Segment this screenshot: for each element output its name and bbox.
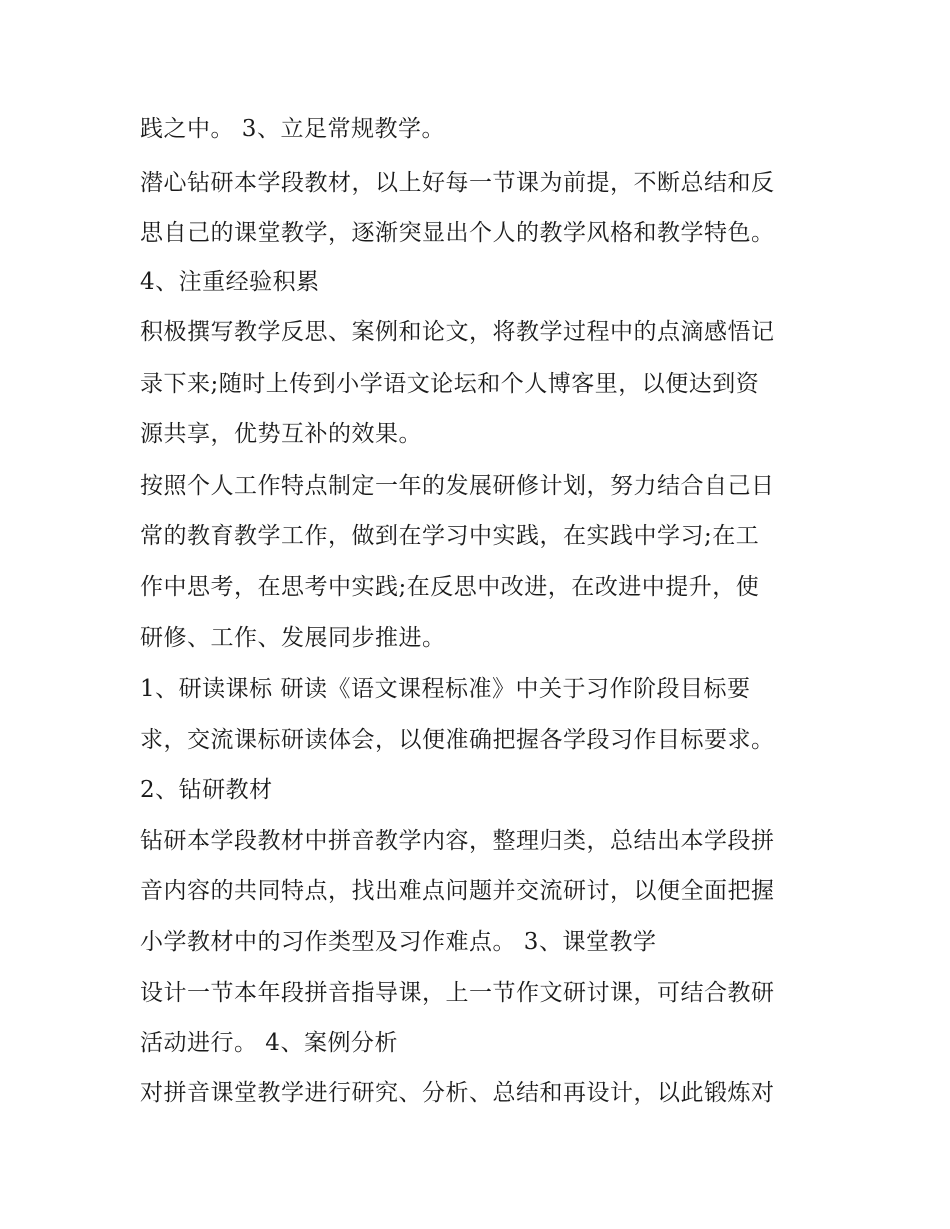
text-line: 积极撰写教学反思、案例和论文，将教学过程中的点滴感悟记 <box>140 319 775 345</box>
text-line: 研修、工作、发展同步推进。 <box>140 625 446 651</box>
text-line: 对拼音课堂教学进行研究、分析、总结和再设计，以此锻炼对 <box>140 1080 775 1106</box>
text-line: 源共享，优势互补的效果。 <box>140 421 422 447</box>
text-line: 音内容的共同特点，找出难点问题并交流研讨，以便全面把握 <box>140 878 775 904</box>
section-heading: 2、钻研教材 <box>140 777 273 803</box>
text-line: 践之中。 3、立足常规教学。 <box>140 116 445 142</box>
text-line: 作中思考，在思考中实践;在反思中改进，在改进中提升，使 <box>140 574 760 600</box>
text-line: 设计一节本年段拼音指导课，上一节作文研讨课，可结合教研 <box>140 980 775 1006</box>
text-line: 求，交流课标研读体会，以便准确把握各学段习作目标要求。 <box>140 727 775 753</box>
section-heading: 4、注重经验积累 <box>140 269 320 295</box>
text-line: 按照个人工作特点制定一年的发展研修计划，努力结合自己日 <box>140 473 775 499</box>
text-line: 活动进行。 4、案例分析 <box>140 1030 398 1056</box>
text-line: 录下来;随时上传到小学语文论坛和个人博客里，以便达到资 <box>140 371 760 397</box>
text-line: 小学教材中的习作类型及习作难点。 3、课堂教学 <box>140 929 657 955</box>
text-line: 常的教育教学工作，做到在学习中实践，在实践中学习;在工 <box>140 523 760 549</box>
text-line: 思自己的课堂教学，逐渐突显出个人的教学风格和教学特色。 <box>140 220 775 246</box>
text-line: 潜心钻研本学段教材，以上好每一节课为前提，不断总结和反 <box>140 170 775 196</box>
text-line: 钻研本学段教材中拼音教学内容，整理归类，总结出本学段拼 <box>140 828 775 854</box>
text-line: 1、研读课标 研读《语文课程标准》中关于习作阶段目标要 <box>140 676 751 702</box>
